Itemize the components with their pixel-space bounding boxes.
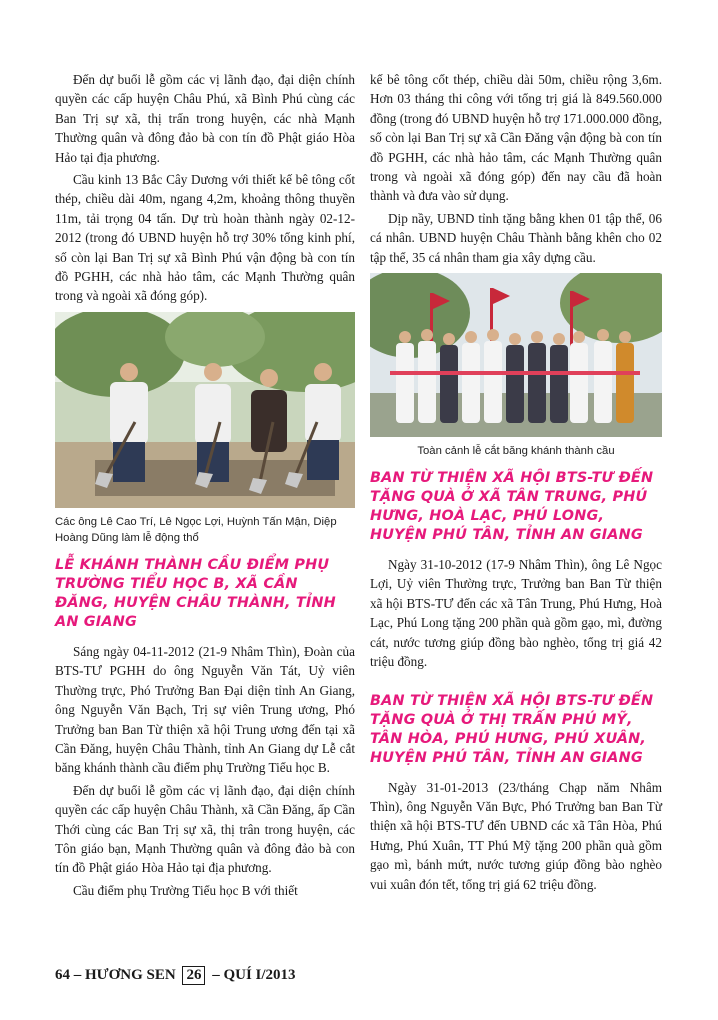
groundbreaking-photo-image <box>55 312 355 508</box>
paragraph: Cầu điểm phụ Trường Tiểu học B với thiết <box>73 882 298 898</box>
photo-caption: Các ông Lê Cao Trí, Lê Ngọc Lợi, Huỳnh Tấn Mận, Diệp Hoàng Dũng làm lễ động thổ <box>55 515 337 544</box>
article-heading: LỄ KHÁNH THÀNH CẦU ĐIỂM PHỤ TRƯỜNG TIỂU HỌC B, XÃ CẦN ĐĂNG, HUYỆN CHÂU THÀNH, TỈNH AN GIANG <box>55 556 336 630</box>
photo-caption: Toàn cảnh lễ cắt băng khánh thành cầu <box>417 445 615 458</box>
paragraph: kế bê tông cốt thép, chiều dài 50m, chiều rộng 3,6m. Hơn 03 tháng thi công với tổng trị giá là 849.560.000 đồng (trong đó UBND huyện hỗ trợ 171.000.000 đồng, số còn lại Ban Trị sự xã Cần Đăng vận động bà con tín đồ PGHH, các nhà hảo tâm, các Mạnh Thường quân trong và ngoài xã đóng góp) đến nay cầu đã hoàn thành và đưa vào sử dụng. <box>370 72 662 204</box>
article-heading: BAN TỪ THIỆN XÃ HỘI BTS-TƯ ĐẾN TẶNG QUÀ Ở XÃ TÂN TRUNG, PHÚ HƯNG, HOÀ LẠC, PHÚ LONG, HUYỆN PHÚ TÂN, TỈNH AN GIANG <box>370 470 654 544</box>
ribbon-cutting-photo <box>370 273 662 437</box>
paragraph: Ngày 31-01-2013 (23/tháng Chạp năm Nhâm Thìn), ông Nguyễn Văn Bực, Phó Trưởng ban Ban Từ thiện xã hội BTS-TƯ đến UBND các xã Tân Hòa, Phú Hưng, Phú Xuân, TT Phú Mỹ tặng 200 phần quà gồm gạo mì, bánh mứt, nước tương giúp đồng bào nghèo vui xuân đón tết, tổng trị giá 62 triệu đồng. <box>370 779 662 892</box>
paragraph: Đến dự buổi lễ gồm các vị lãnh đạo, đại diện chính quyền các cấp huyện Châu Thành, xã Cần Đăng, ấp Cần Thới cùng các Ban Trị sự xã, thị trân trong huyện, các Tôn giáo bạn, Mạnh Thường quân và đông đảo bà con tín đồ Phật giáo Hòa Hảo tại địa phương. <box>55 782 355 876</box>
paragraph: Dịp nầy, UBND tỉnh tặng bằng khen 01 tập thể, 06 cá nhân. UBND huyện Châu Thành bằng khên cho 02 tập thể, 35 cá nhân tham gia xây dựng cầu. <box>370 210 662 265</box>
page-number: 64 <box>55 967 70 983</box>
magazine-title: – HƯƠNG SEN <box>73 967 176 983</box>
ribbon-cutting-photo-image <box>370 273 662 437</box>
paragraph: Đến dự buổi lễ gồm các vị lãnh đạo, đại diện chính quyền các cấp huyện Châu Phú, xã Bình Phú cùng các Ban Trị sự xã, thị trấn trong huyện, các nhà Mạnh Thường quân và đông đảo bà con tín đồ Phật giáo Hòa Hảo tại địa phương. <box>55 72 355 165</box>
paragraph: Sáng ngày 04-11-2012 (21-9 Nhâm Thìn), Đoàn của BTS-TƯ PGHH do ông Nguyễn Văn Tát, Uỷ viên Thường trực, Phó Trưởng Ban Đại diện tỉnh An Giang, ông Nguyễn Văn Bạch, Trị sự viên Trung ương, Phó Trưởng ban Ban Từ thiện xã hội Trung ương đến tại xã Cần Đăng, huyện Châu Thành, tỉnh An Giang dự Lễ cắt băng khánh thành cầu điểm phụ Trường Tiểu học B. <box>55 643 355 776</box>
issue-quarter: – QUÍ I/2013 <box>212 967 296 983</box>
page-footer <box>55 966 296 985</box>
paragraph: Ngày 31-10-2012 (17-9 Nhâm Thìn), ông Lê Ngọc Lợi, Uỷ viên Thường trực, Trưởng ban Ban Từ thiện xã hội BTS-TƯ đến các xã Tân Trung, Phú Hưng, Hoà Lạc, Phú Long tặng 200 phần quà gồm gạo, mì, đường cát, nước tương giúp đồng bào nghèo, tổng trị giá 42 triệu đồng. <box>370 557 662 670</box>
issue-number: 26 <box>182 966 205 985</box>
left-column <box>55 70 355 903</box>
right-column <box>370 70 662 897</box>
article-heading: BAN TỪ THIỆN XÃ HỘI BTS-TƯ ĐẾN TẶNG QUÀ Ở THỊ TRẤN PHÚ MỸ, TÂN HÒA, PHÚ HƯNG, PHÚ XUÂN, HUYỆN PHÚ TÂN, TỈNH AN GIANG <box>370 692 654 766</box>
paragraph: Cầu kinh 13 Bắc Cây Dương với thiết kế bê tông cốt thép, chiều dài 40m, ngang 4,2m, khoảng thông thuyền 11m, tải trọng 04 tấn. Dự trù hoàn thành ngày 02-12-2012 (trong đó UBND huyện hỗ trợ 30% tổng kinh phí, số còn lại Ban Trị sự xã Bình Phú vận động bà con tín đồ PGHH, các nhà hảo tâm, các Mạnh Thường quân trong và ngoài xã đóng góp). <box>55 172 355 304</box>
groundbreaking-photo <box>55 312 355 508</box>
